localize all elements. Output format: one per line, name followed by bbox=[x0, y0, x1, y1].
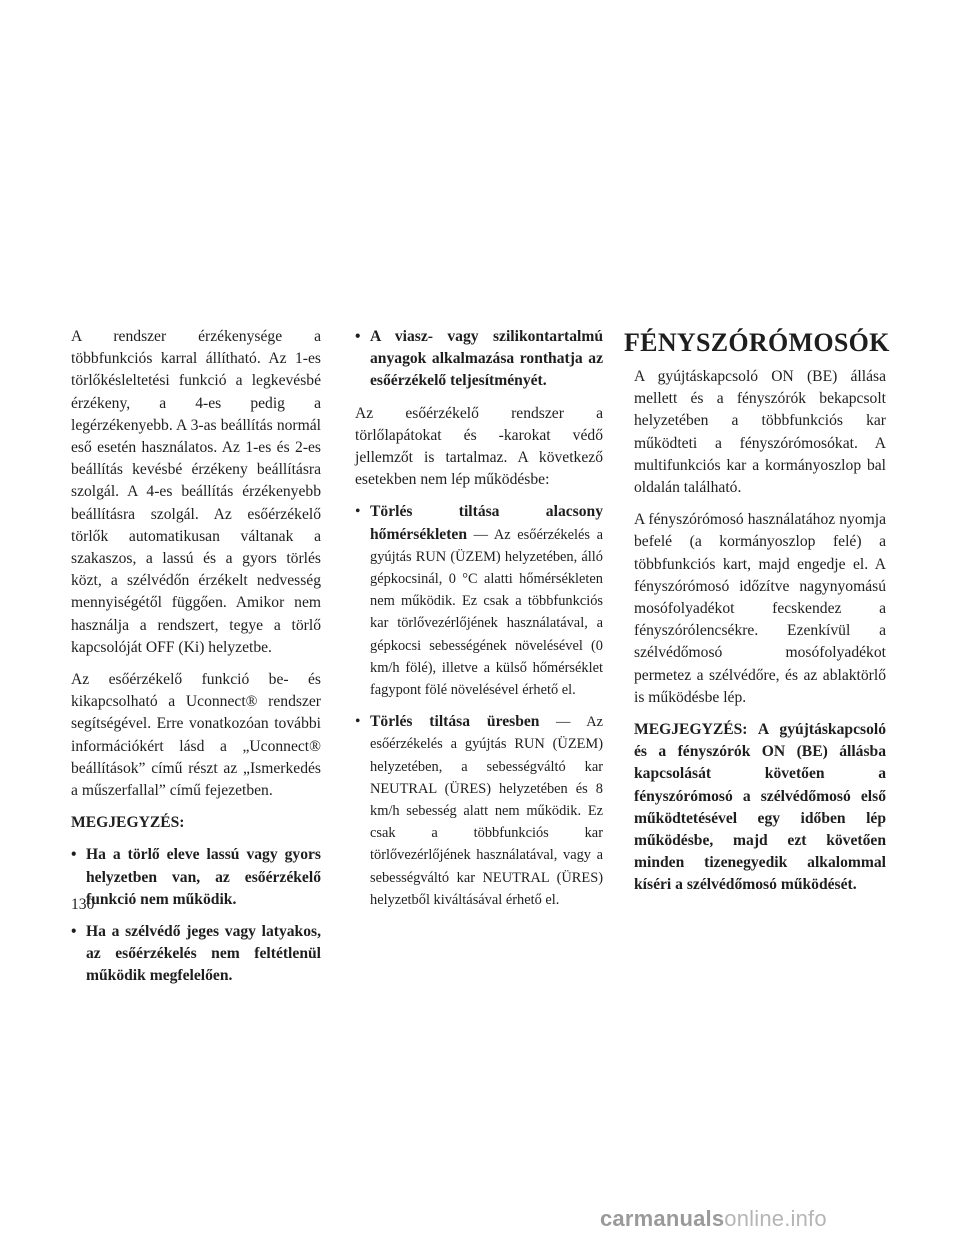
bullet-dot: • bbox=[355, 503, 361, 521]
neutral-text bbox=[370, 711, 603, 911]
low-temp-body: — Az esőérzékelés a gyújtás RUN (ÜZEM) helyzetében, álló gépkocsinál, 0 °C alatti hőmérsékleten nem működik. Ez csak a többfunkciós kar törlővezérlőjének használatával, a gépkocsi sebességének növelésével (0 km/h fölé), illetve a külső hőmérséklet fagypont fölé növelésével érhető el. bbox=[370, 526, 603, 699]
note-heading: MEGJEGYZÉS: bbox=[71, 814, 185, 832]
neutral-title: Törlés tiltása üresben bbox=[370, 713, 540, 731]
watermark-rest: online.info bbox=[724, 1206, 827, 1231]
bullet-dot: • bbox=[71, 846, 77, 864]
bullet-dot: • bbox=[71, 923, 77, 941]
section-heading: FÉNYSZÓRÓMOSÓK bbox=[624, 328, 890, 357]
page-number: 130 bbox=[71, 896, 95, 913]
protection-paragraph: Az esőérzékelő rendszer a törlőlapátokat és -karokat védő jellemzőt is tartalmaz. A következő esetekben nem lép működésbe: bbox=[355, 404, 603, 489]
wax-warning-text: A viasz- vagy szilikontartalmú anyagok alkalmazása ronthatja az esőérzékelő teljesítményét. bbox=[370, 328, 603, 390]
neutral-item bbox=[355, 711, 603, 911]
neutral-body: — Az esőérzékelés a gyújtás RUN (ÜZEM) helyzetében, a sebességváltó kar NEUTRAL (ÜRES) helyzetében és 8 km/h sebesség alatt nem működik. Ez csak a többfunkciós kar törlővezérlőjének használatával, vagy a sebességváltó kar NEUTRAL (ÜRES) helyzetből kiváltásával érhető el. bbox=[370, 714, 603, 908]
note-bullet-text: Ha a szélvédő jeges vagy latyakos, az esőérzékelés nem feltétlenül működik megfelelően. bbox=[86, 923, 321, 985]
note-bullet-text: Ha a törlő eleve lassú vagy gyors helyzetben van, az esőérzékelő funkció nem működik. bbox=[86, 846, 321, 908]
uconnect-paragraph: Az esőérzékelő funkció be- és kikapcsolható a Uconnect® rendszer segítségével. Erre vonatkozóan további információkért lásd a „Uconnect® beállítások” című részt az „Ismerkedés a műszerfallal” című fejezetben. bbox=[71, 671, 321, 800]
section-body bbox=[624, 366, 886, 897]
note-bullet-2 bbox=[71, 921, 321, 988]
column-right bbox=[624, 328, 890, 907]
sensitivity-paragraph: A rendszer érzékenysége a többfunkciós karral állítható. Az 1-es törlőkésleltetési funkció a legkevésbé érzékeny, a 4-es pedig a legérzékenyebb. A 3-as beállítás normál eső esetén használatos. Az 1-es és 2-es beállítás kevésbé érzékeny beállításra szolgál. A 4-es beállítás érzékenyebb beállításra szolgál. Az esőérzékelő törlők automatikusan váltanak a szakaszos, a lassú és a gyors törlés közt, a szélvédőn érzékelt nedvesség mennyiségétől függően. Amikor nem használja a rendszert, tegye a törlő kapcsolóját OFF (Ki) helyzetbe. bbox=[71, 328, 321, 656]
watermark-footer bbox=[600, 1206, 827, 1232]
bullet-dot: • bbox=[355, 713, 361, 731]
wax-warning-bullet bbox=[355, 326, 603, 393]
washer-note-paragraph: MEGJEGYZÉS: A gyújtáskapcsoló és a fényszórók ON (BE) állásba kapcsolását követően a fényszórómosó a szélvédőmosó első működtetésével egy időben lép működésbe, majd ezt követően minden tizenegyedik alkalommal kíséri a szélvédőmosó működését. bbox=[634, 721, 886, 894]
watermark-bold: carmanuals bbox=[600, 1206, 725, 1231]
note-bullet-1 bbox=[71, 844, 321, 911]
washer-usage-paragraph: A fényszórómosó használatához nyomja befelé (a kormányoszlop felé) a többfunkciós kart, majd engedje el. A fényszórómosó időzítve nagynyomású mosófolyadékot fecskendez a fényszórólencsékre. Ezenkívül a szélvédőmosó mosófolyadékot permetez a szélvédőre, és az ablaktörlő is működésbe lép. bbox=[634, 511, 886, 706]
low-temp-title: Törlés tiltása alacsony hőmérsékleten bbox=[370, 503, 603, 543]
low-temp-item bbox=[355, 501, 603, 701]
column-left bbox=[71, 326, 321, 998]
column-middle bbox=[355, 326, 603, 921]
washer-intro-paragraph: A gyújtáskapcsoló ON (BE) állása mellett és a fényszórók bekapcsolt helyzetében a többfunkciós kar működteti a fényszórómosókat. A multifunkciós kar a kormányoszlop bal oldalán található. bbox=[634, 368, 886, 497]
bullet-dot: • bbox=[355, 328, 361, 345]
low-temp-text bbox=[370, 501, 603, 701]
